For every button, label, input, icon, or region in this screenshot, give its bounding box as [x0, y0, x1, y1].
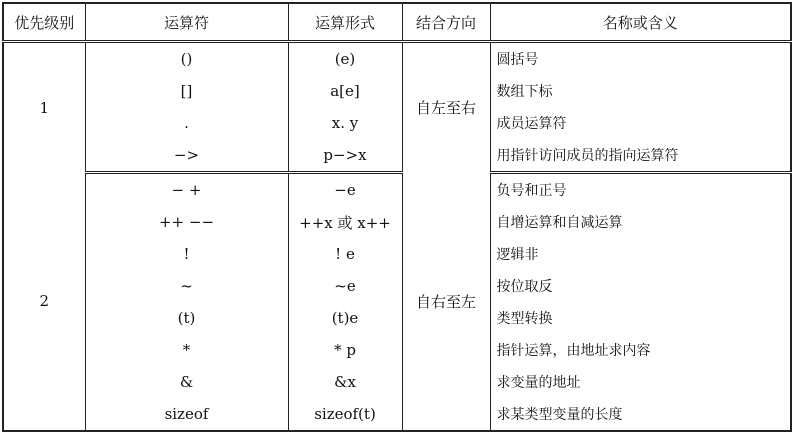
operator-cell: * [85, 334, 288, 366]
form-cell: ! e [288, 238, 402, 270]
header-operator: 运算符 [85, 3, 288, 42]
table-row [3, 238, 791, 270]
meaning-cell: 负号和正号 [490, 173, 791, 207]
direction-cell: 自右至左 [402, 173, 490, 432]
meaning-cell: 逻辑非 [490, 238, 791, 270]
table-row [3, 42, 791, 76]
form-cell: x. y [288, 107, 402, 139]
form-cell: p−>x [288, 139, 402, 173]
operator-cell: − + [85, 173, 288, 207]
header-row [3, 3, 791, 42]
operator-cell: & [85, 366, 288, 398]
level-cell: 1 [3, 42, 85, 173]
header-direction: 结合方向 [402, 3, 490, 42]
form-cell: sizeof(t) [288, 398, 402, 431]
table-row [3, 107, 791, 139]
meaning-cell: 圆括号 [490, 42, 791, 76]
operator-cell: ++ −− [85, 206, 288, 238]
table-row [3, 366, 791, 398]
meaning-cell: 自增运算和自减运算 [490, 206, 791, 238]
form-cell: a[e] [288, 75, 402, 107]
meaning-cell: 求某类型变量的长度 [490, 398, 791, 431]
table-row [3, 334, 791, 366]
form-cell: ++x 或 x++ [288, 206, 402, 238]
header-meaning: 名称或含义 [490, 3, 791, 42]
operator-cell: ~ [85, 270, 288, 302]
form-cell: &x [288, 366, 402, 398]
meaning-cell: 用指针访问成员的指向运算符 [490, 139, 791, 173]
meaning-cell: 指针运算，由地址求内容 [490, 334, 791, 366]
operator-cell: −> [85, 139, 288, 173]
meaning-cell: 按位取反 [490, 270, 791, 302]
table-row [3, 270, 791, 302]
table-row [3, 206, 791, 238]
operator-cell: (t) [85, 302, 288, 334]
level-cell: 2 [3, 173, 85, 432]
operator-cell: ! [85, 238, 288, 270]
header-form: 运算形式 [288, 3, 402, 42]
operator-cell: sizeof [85, 398, 288, 431]
meaning-cell: 类型转换 [490, 302, 791, 334]
table-row [3, 173, 791, 207]
table-row [3, 75, 791, 107]
form-cell: * p [288, 334, 402, 366]
operator-cell: . [85, 107, 288, 139]
operator-cell: () [85, 42, 288, 76]
meaning-cell: 求变量的地址 [490, 366, 791, 398]
table-row [3, 302, 791, 334]
header-level: 优先级别 [3, 3, 85, 42]
meaning-cell: 数组下标 [490, 75, 791, 107]
direction-cell: 自左至右 [402, 42, 490, 173]
operator-cell: [] [85, 75, 288, 107]
operator-precedence-table [2, 2, 792, 432]
form-cell: (t)e [288, 302, 402, 334]
meaning-cell: 成员运算符 [490, 107, 791, 139]
table-row [3, 398, 791, 431]
form-cell: (e) [288, 42, 402, 76]
form-cell: ~e [288, 270, 402, 302]
table-row [3, 139, 791, 173]
form-cell: −e [288, 173, 402, 207]
